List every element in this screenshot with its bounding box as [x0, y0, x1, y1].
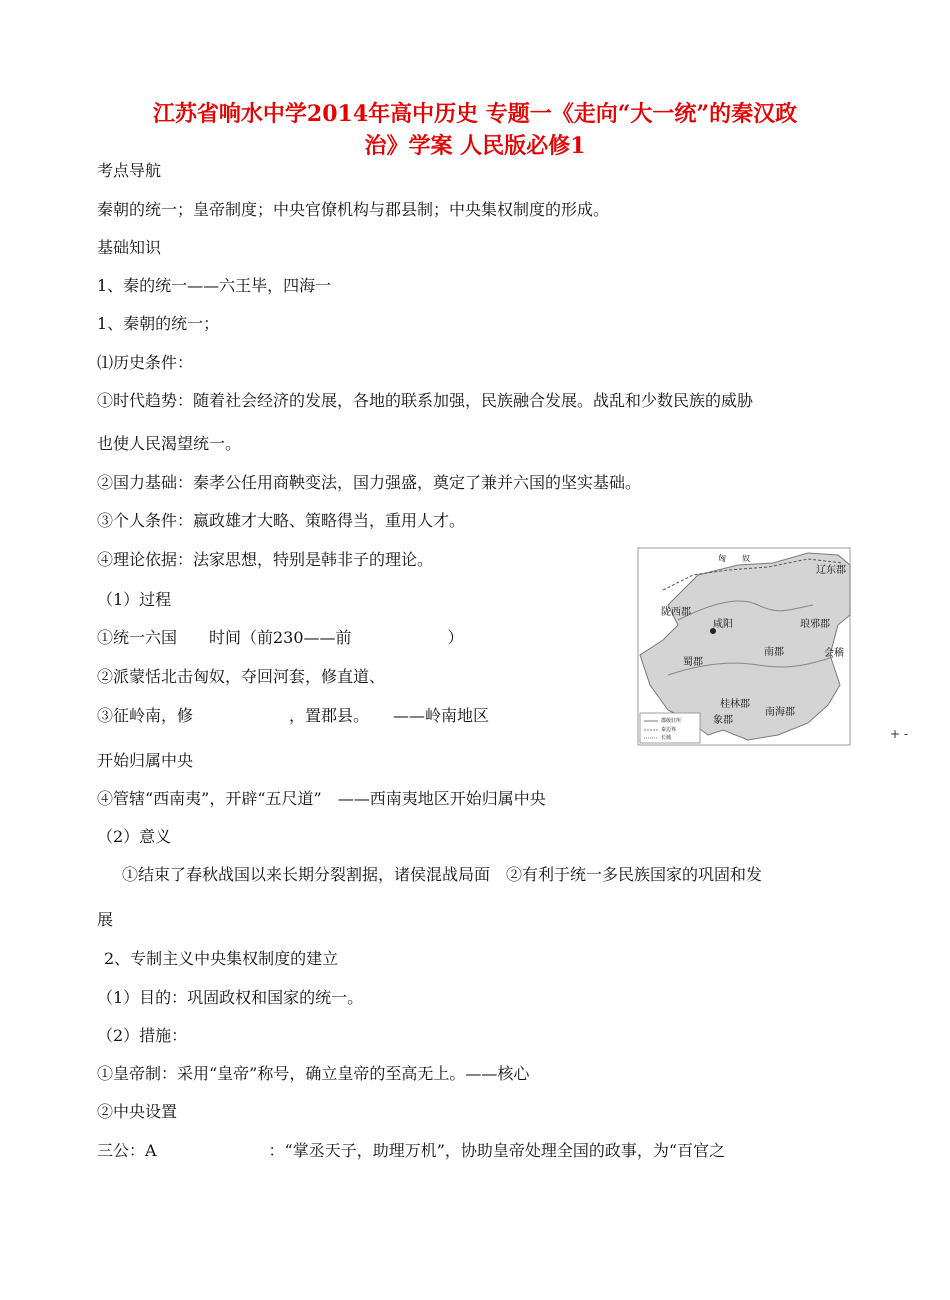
- text-line: ②国力基础：秦孝公任用商鞅变法，国力强盛，奠定了兼并六国的坚实基础。: [97, 473, 642, 492]
- text-line: 2、专制主义中央集权制度的建立: [104, 949, 339, 968]
- text-line: （1）过程: [97, 590, 172, 609]
- map-label-nanjun: 南郡: [764, 647, 784, 658]
- text-line: 也使人民渴望统一。: [97, 434, 242, 453]
- text-line: 展: [97, 910, 114, 929]
- text-line: （2）措施：: [97, 1026, 188, 1045]
- map-label-langya: 琅邪郡: [800, 619, 830, 630]
- map-label-nanhai: 南海郡: [765, 707, 795, 718]
- text-line: ④管辖“西南夷”，开辟“五尺道” ——西南夷地区开始归属中央: [97, 789, 546, 808]
- section-heading: 考点导航: [97, 161, 162, 180]
- corner-mark: + -: [890, 727, 909, 741]
- text-line: ③个人条件：嬴政雄才大略、策略得当，重用人才。: [97, 511, 466, 530]
- text-line: 秦朝的统一；皇帝制度；中央官僚机构与郡县制；中央集权制度的形成。: [97, 200, 610, 219]
- map-label-liaodong: 辽东郡: [816, 565, 846, 576]
- text-line: ①统一六国 时间（前230——前 ）: [97, 628, 464, 647]
- map-label-xiongnu: 匈 奴: [718, 554, 750, 563]
- text-line: 1、秦的统一——六王毕，四海一: [97, 276, 332, 295]
- map-legend-item: 长城: [661, 735, 672, 741]
- text-line: ②派蒙恬北击匈奴，夺回河套，修直道、: [97, 667, 386, 686]
- text-line: 三公：A ：“掌丞天子，助理万机”，协助皇帝处理全国的政事，为“百官之: [97, 1141, 726, 1160]
- text-line: ④理论依据：法家思想，特别是韩非子的理论。: [97, 550, 434, 569]
- text-line: ⑴历史条件：: [97, 353, 194, 372]
- map-label-xianyang: 咸阳: [713, 619, 733, 630]
- document-title-line-2: 治》学案 人民版必修1: [364, 133, 586, 159]
- text-line: （2）意义: [97, 827, 172, 846]
- map-label-shujun: 蜀郡: [683, 657, 703, 668]
- map-label-longxi: 陇西郡: [661, 607, 691, 618]
- map-label-kuaiji: 会稽: [824, 648, 844, 659]
- text-line: ③征岭南，修 ，置郡县。 ——岭南地区: [97, 706, 490, 725]
- section-heading: 基础知识: [97, 238, 162, 257]
- document-title-line-1: 江苏省响水中学2014年高中历史 专题一《走向“大一统”的秦汉政: [152, 101, 798, 127]
- qin-territory-map: [568, 545, 868, 765]
- text-line: 1、秦朝的统一；: [97, 314, 220, 333]
- map-label-xiangjun: 象郡: [713, 715, 733, 726]
- text-line: （1）目的：巩固政权和国家的统一。: [97, 988, 364, 1007]
- map-legend-item: 郡级驻所: [661, 718, 682, 724]
- map-label-guilin: 桂林郡: [720, 699, 750, 710]
- text-line: ①结束了春秋战国以来长期分裂割据，诸侯混战局面 ②有利于统一多民族国家的巩固和发: [122, 865, 763, 884]
- text-line: 开始归属中央: [97, 751, 194, 770]
- text-line: ②中央设置: [97, 1102, 178, 1121]
- map-legend-item: 秦边界: [661, 727, 677, 733]
- text-line: ①时代趋势：随着社会经济的发展，各地的联系加强，民族融合发展。战乱和少数民族的威胁: [97, 391, 754, 410]
- text-line: ①皇帝制：采用“皇帝”称号，确立皇帝的至高无上。——核心: [97, 1064, 530, 1083]
